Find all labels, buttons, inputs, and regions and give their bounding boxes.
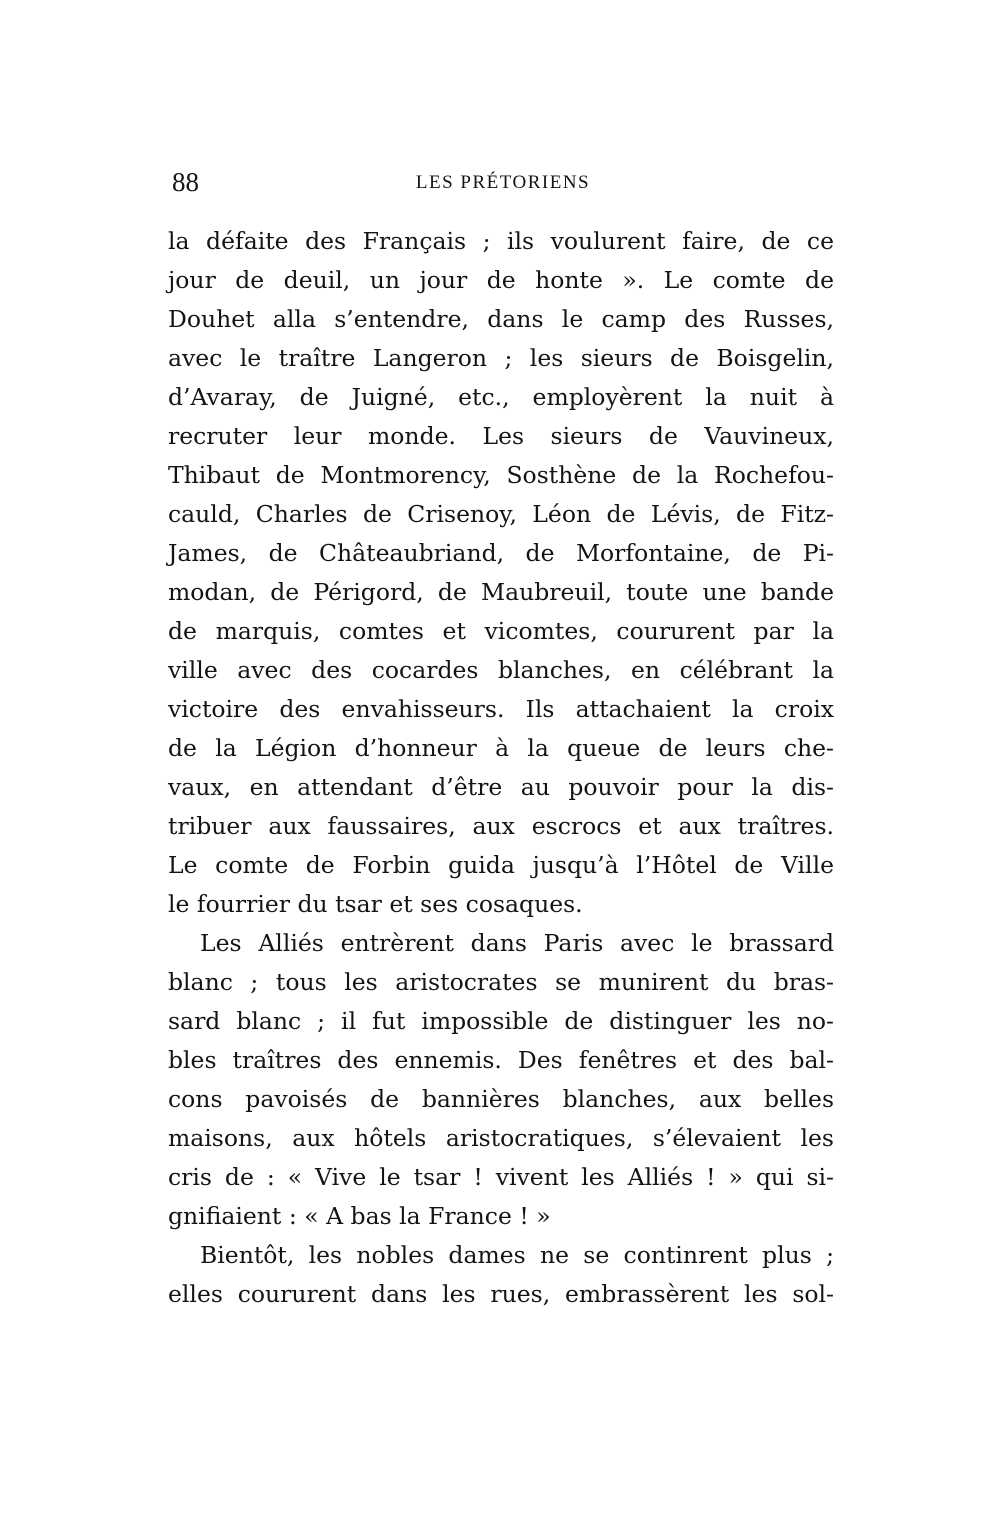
text-line: gnifiaient : « A bas la France ! » (168, 1202, 551, 1230)
text-line: d’Avaray, de Juigné, etc., employèrent la nuit à (168, 383, 834, 411)
text-line: Douhet alla s’entendre, dans le camp des Russes, (168, 305, 834, 333)
text-line: modan, de Périgord, de Maubreuil, toute une bande (168, 578, 834, 606)
text-line: Le comte de Forbin guida jusqu’à l’Hôtel de Ville (168, 851, 834, 879)
text-line: ville avec des cocardes blanches, en célébrant la (168, 656, 834, 684)
text-line: victoire des envahisseurs. Ils attachaient la croix (168, 695, 834, 723)
text-line: James, de Châteaubriand, de Morfontaine, de Pi- (168, 539, 834, 567)
text-line: elles coururent dans les rues, embrassèrent les sol- (168, 1280, 834, 1308)
text-line: de la Légion d’honneur à la queue de leurs che- (168, 734, 834, 762)
text-line: recruter leur monde. Les sieurs de Vauvineux, (168, 422, 834, 450)
page-number: 88 (172, 167, 199, 197)
text-line: jour de deuil, un jour de honte ». Le comte de (168, 266, 834, 294)
body-text (168, 222, 834, 1314)
text-line: Bientôt, les nobles dames ne se continrent plus ; (200, 1241, 834, 1269)
text-line: cris de : « Vive le tsar ! vivent les Alliés ! » qui si- (168, 1163, 834, 1191)
text-line: la défaite des Français ; ils voulurent faire, de ce (168, 227, 834, 255)
running-head: LES PRÉTORIENS (415, 172, 591, 193)
text-line: maisons, aux hôtels aristocratiques, s’élevaient les (168, 1124, 834, 1152)
text-line: sard blanc ; il fut impossible de distinguer les no- (168, 1007, 834, 1035)
text-line: de marquis, comtes et vicomtes, coururent par la (168, 617, 834, 645)
text-line: cauld, Charles de Crisenoy, Léon de Lévis, de Fitz- (168, 500, 834, 528)
text-line: le fourrier du tsar et ses cosaques. (168, 890, 583, 918)
page-header (172, 162, 834, 202)
text-line: tribuer aux faussaires, aux escrocs et aux traîtres. (168, 812, 834, 840)
text-line: Les Alliés entrèrent dans Paris avec le brassard (200, 929, 834, 957)
text-line: cons pavoisés de bannières blanches, aux belles (168, 1085, 834, 1113)
text-line: avec le traître Langeron ; les sieurs de Boisgelin, (168, 344, 834, 372)
text-line: vaux, en attendant d’être au pouvoir pour la dis- (168, 773, 834, 801)
text-line: bles traîtres des ennemis. Des fenêtres et des bal- (168, 1046, 834, 1074)
text-line: blanc ; tous les aristocrates se munirent du bras- (168, 968, 834, 996)
text-line: Thibaut de Montmorency, Sosthène de la Rochefou- (168, 461, 834, 489)
